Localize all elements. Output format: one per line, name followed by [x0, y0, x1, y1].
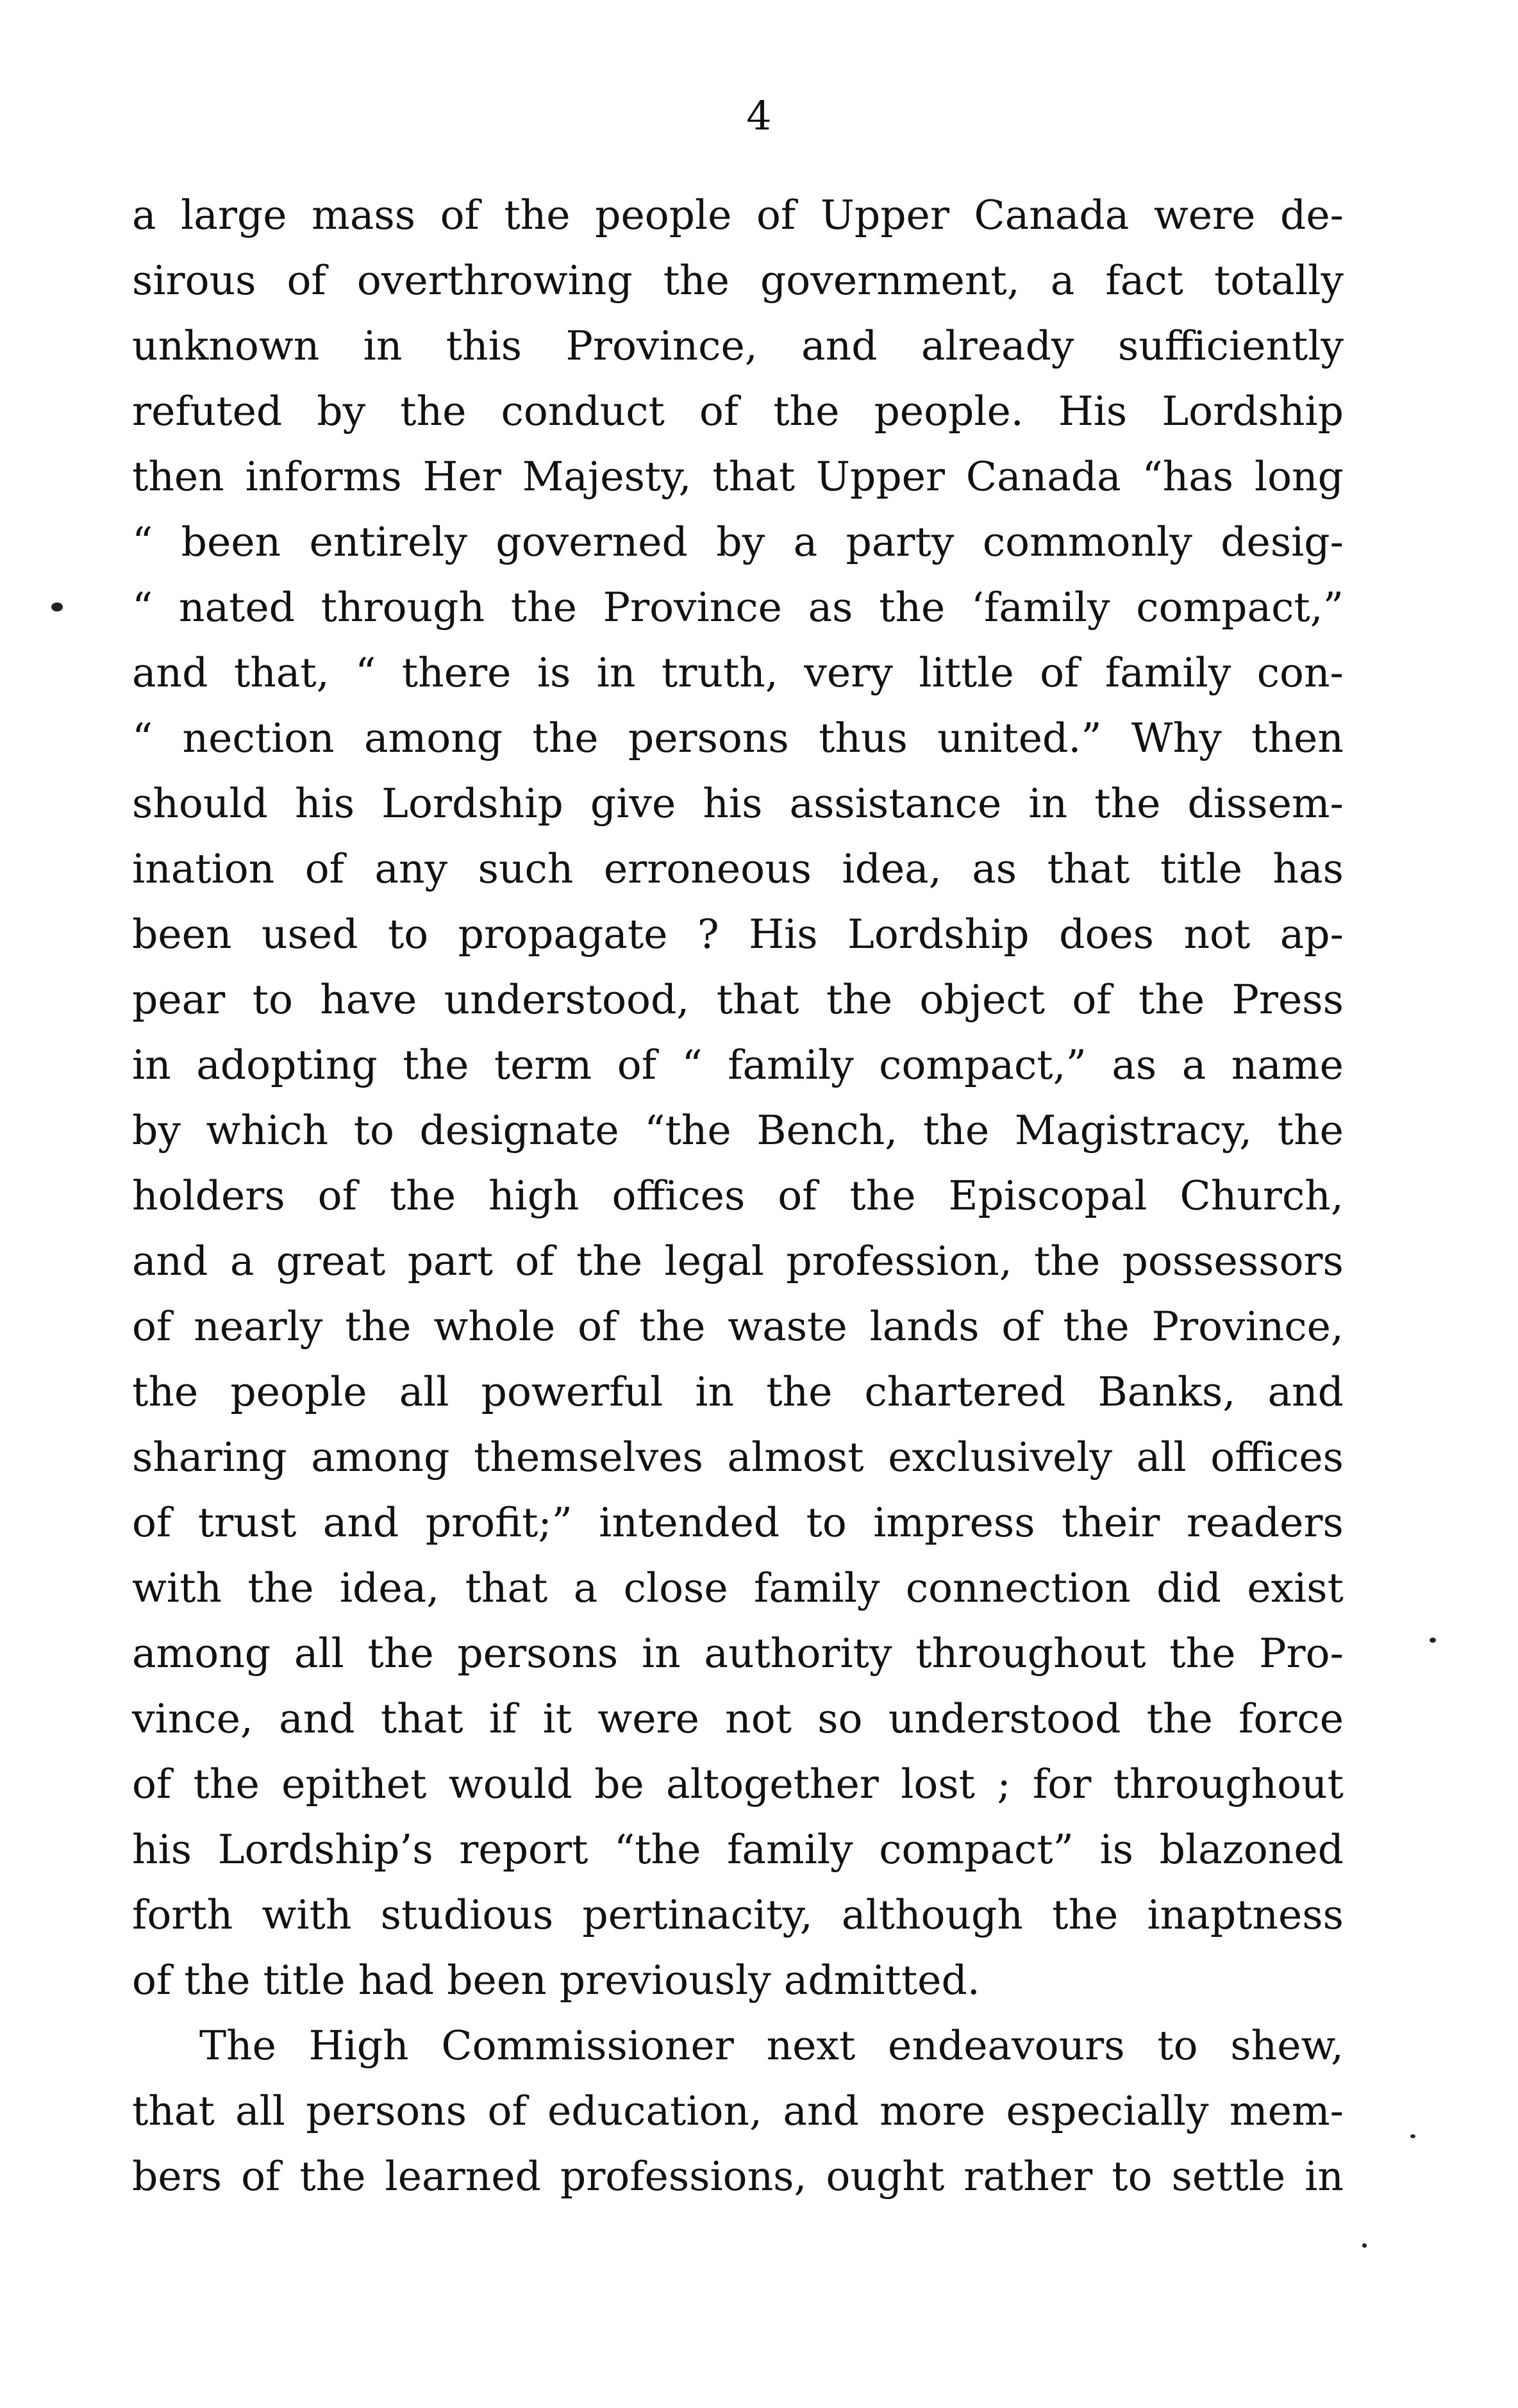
- text-line: holders of the high offices of the Episcopal Church,: [132, 1172, 1344, 1219]
- text-line: that all persons of education, and more especially mem-: [132, 2088, 1344, 2134]
- text-line: sharing among themselves almost exclusively all offices: [132, 1434, 1344, 1481]
- text-line: forth with studious pertinacity, although the inaptness: [132, 1891, 1344, 1938]
- text-line: of the title had been previously admitted.: [132, 1957, 980, 2004]
- text-line: among all the persons in authority throughout the Pro-: [132, 1630, 1344, 1677]
- text-line: then informs Her Majesty, that Upper Canada “has long: [132, 453, 1344, 500]
- text-line: in adopting the term of “ family compact,” as a name: [132, 1042, 1344, 1088]
- text-line: pear to have understood, that the object of the Press: [132, 976, 1344, 1023]
- text-line: been used to propagate ? His Lordship does not ap-: [132, 911, 1344, 958]
- text-line: unknown in this Province, and already sufficiently: [132, 322, 1344, 369]
- text-line: by which to designate “the Bench, the Magistracy, the: [132, 1107, 1344, 1154]
- text-line: of the epithet would be altogether lost ; for throughout: [132, 1761, 1344, 1807]
- text-line: a large mass of the people of Upper Canada were de-: [132, 192, 1344, 238]
- text-line: refuted by the conduct of the people. His Lordship: [132, 388, 1344, 435]
- print-speck: [1430, 1638, 1436, 1643]
- text-line: with the idea, that a close family connection did exist: [132, 1565, 1344, 1611]
- print-speck: [51, 602, 63, 611]
- print-speck: [1410, 2134, 1415, 2138]
- text-line: “ nection among the persons thus united.” Why then: [132, 715, 1344, 761]
- text-line: “ nated through the Province as the ‘family compact,”: [132, 584, 1344, 631]
- print-speck: [1362, 2243, 1367, 2248]
- body-text: [132, 183, 1344, 2209]
- text-line: The High Commissioner next endeavours to shew,: [199, 2022, 1344, 2069]
- text-line: and that, “ there is in truth, very little of family con-: [132, 649, 1344, 696]
- text-line: of nearly the whole of the waste lands of the Province,: [132, 1303, 1344, 1350]
- page-number: 4: [746, 92, 772, 139]
- text-line: ination of any such erroneous idea, as that title has: [132, 845, 1344, 892]
- text-line: and a great part of the legal profession, the possessors: [132, 1238, 1344, 1284]
- text-line: the people all powerful in the chartered Banks, and: [132, 1368, 1344, 1415]
- text-line: vince, and that if it were not so understood the force: [132, 1695, 1344, 1742]
- text-line: bers of the learned professions, ought rather to settle in: [132, 2153, 1344, 2200]
- text-line: should his Lordship give his assistance in the dissem-: [132, 780, 1344, 827]
- text-line: sirous of overthrowing the government, a fact totally: [132, 257, 1344, 304]
- text-line: his Lordship’s report “the family compact” is blazoned: [132, 1826, 1344, 1873]
- text-line: of trust and profit;” intended to impress their readers: [132, 1499, 1344, 1546]
- text-line: “ been entirely governed by a party commonly desig-: [132, 519, 1344, 565]
